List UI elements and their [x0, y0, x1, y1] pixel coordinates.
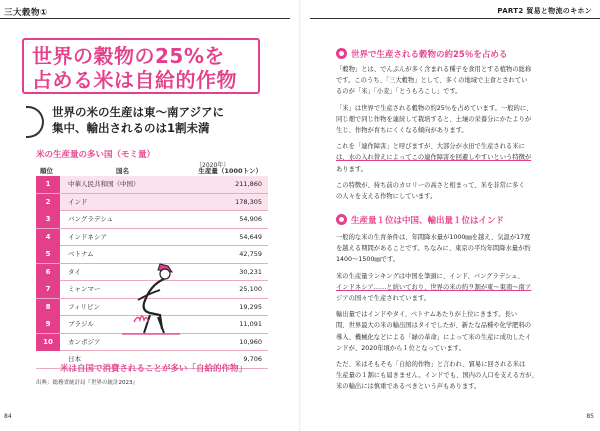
d-bracket-icon — [26, 106, 44, 138]
text-line: 1400〜1500㎜です。 — [336, 256, 400, 264]
text-line: は、水の入れ替えによってこの連作障害を回避しやすいという特徴が — [336, 154, 532, 162]
value-cell: 42,759 — [239, 250, 262, 258]
section-2-body — [336, 232, 572, 393]
value-cell: 19,295 — [239, 302, 262, 311]
pink-bullet-icon — [336, 48, 347, 59]
rank-cell — [36, 351, 60, 368]
page-title — [22, 38, 260, 94]
farmer-illustration — [120, 260, 182, 338]
section-heading-1 — [336, 48, 507, 60]
section-1-body — [336, 64, 572, 202]
table-row — [36, 194, 268, 212]
text-line: を越える期間があることです。ちなみに、東京の平均年間降水量が約 — [336, 245, 531, 253]
rank-cell: 10 — [36, 334, 60, 351]
table-row — [36, 176, 268, 194]
section-heading-text: 生産量１位は中国、輸出量１位はインド — [351, 216, 505, 226]
page-number-right: 85 — [586, 413, 594, 420]
country-cell: 中華人民共和国（中国） — [68, 180, 140, 188]
lead-line-2: 集中、輸出されるのは1割未満 — [52, 121, 210, 135]
lead-text — [52, 104, 224, 136]
rank-cell: 1 — [36, 176, 60, 193]
value-cell: 30,231 — [239, 267, 262, 276]
text-line: るのが「米」「小麦」「とうもろこし」です。 — [336, 88, 462, 96]
rank-cell: 4 — [36, 229, 60, 246]
text-line: 米の輸出には慎重であるべきという声もあります。 — [336, 383, 481, 391]
source-note: 出典：総務省統計局『世界の統計2023』 — [36, 380, 138, 386]
text-line: 米の生産量ランキングは中国を筆頭に、インド、バングラデシュ、 — [336, 272, 524, 280]
right-page — [300, 0, 600, 431]
value-cell: 11,091 — [239, 320, 262, 328]
lead-line-1: 世界の米の生産は東〜南アジアに — [52, 105, 225, 119]
text-line: 一般的な米の生育条件は、年間降水量が1000㎜を越え、気温が17度 — [336, 234, 531, 241]
section-heading-text: 世界で生産される穀物の約25％を占める — [351, 50, 508, 60]
value-cell: 10,960 — [239, 337, 262, 346]
country-cell: フィリピン — [68, 302, 100, 311]
section-heading-2 — [336, 214, 504, 226]
text-line: 同じ畑で同じ作物を連続して栽培すると、土壌の栄養分にかたよりが — [336, 115, 532, 123]
part-tag: PART2 貿易と物流のキホン — [497, 7, 592, 15]
table-title: 米の生産量の多い国（モミ量） — [36, 150, 156, 160]
col-country-header: 国名 — [116, 167, 129, 175]
country-cell: カンボジア — [68, 337, 101, 346]
title-line-1: 世界の穀物の25%を — [32, 44, 225, 68]
table-row — [36, 229, 268, 247]
value-cell: 54,906 — [239, 215, 262, 223]
country-cell: インド — [68, 197, 88, 206]
value-cell: 54,649 — [239, 232, 262, 241]
text-line: 生じ、作物が育ちにくくなる傾向があります。 — [336, 127, 468, 135]
rank-cell: 5 — [36, 246, 60, 263]
lead-summary — [26, 104, 266, 138]
value-cell: 178,305 — [235, 197, 262, 206]
text-line: の人々を支える作物にしています。 — [336, 193, 437, 201]
pink-bullet-icon — [336, 214, 347, 225]
text-line: 「穀物」とは、でんぷんが多く含まれる種子を食用とする植物の総称 — [336, 66, 532, 73]
rank-cell: 3 — [36, 211, 60, 228]
text-line: あります。 — [336, 165, 367, 173]
table-row — [36, 211, 268, 229]
rank-cell: 8 — [36, 299, 60, 316]
text-line: ンドが、2020年頃から１位となっています。 — [336, 344, 465, 352]
text-line: ジアの国々で生産されています。 — [336, 295, 430, 303]
table-footnote: 米は自国で消費されることが多い「自給的作物」 — [60, 364, 248, 374]
text-line: これを「連作障害」と呼びますが、大部分が水田で生産される米に — [336, 143, 525, 151]
country-cell: ブラジル — [68, 320, 94, 328]
rank-cell: 2 — [36, 194, 60, 211]
table-year-note: （2020年） — [196, 162, 230, 169]
country-cell: 日本 — [68, 355, 81, 363]
text-line: 間、世界最大の米の輸出国はタイでしたが、新たな品種や化学肥料の — [336, 322, 532, 330]
text-line: ただ、米はそもそも「自給的作物」と言われ、貿易に回される米は — [336, 361, 526, 369]
rank-cell: 9 — [36, 316, 60, 333]
col-rank-header: 順位 — [40, 167, 53, 175]
page-number-left: 84 — [4, 413, 12, 420]
text-line: インドネシア……と続いており、世界の米の約９割が東〜東南〜南ア — [336, 283, 532, 291]
col-value-header: 生産量（1000トン） — [198, 167, 262, 175]
value-cell: 25,100 — [239, 285, 262, 293]
country-cell: ミャンマー — [68, 285, 101, 293]
chapter-tag: 三大穀物① — [4, 8, 48, 18]
text-line: 導入、機械化などによる「緑の革命」によって米の生産に成功したイ — [336, 333, 532, 341]
text-line: 輸出量ではインドやタイ、ベトナムあたりが上位にきます。長い — [336, 311, 518, 319]
title-line-2: 占める米は自給的作物 — [32, 68, 237, 92]
country-cell: タイ — [68, 267, 81, 276]
value-cell: 211,860 — [235, 180, 262, 188]
text-line: 「米」は世界で生産される穀物の約25％を占めています。一般的に、 — [336, 104, 533, 112]
part-divider — [310, 18, 600, 19]
text-line: です。このうち、「三大穀物」として、多くの地域で主食とされてい — [336, 77, 528, 85]
text-line: この特徴が、持ち前のカロリーの高さと相まって、米を非常に多く — [336, 181, 525, 189]
country-cell: インドネシア — [68, 232, 107, 241]
country-cell: ベトナム — [68, 250, 94, 258]
rank-cell: 6 — [36, 264, 60, 281]
text-line: 生産量の１割にも届きません。インドでも、国内の人口を支える方が、 — [336, 372, 538, 380]
rank-cell: 7 — [36, 281, 60, 298]
country-cell: バングラデシュ — [68, 215, 114, 223]
chapter-divider — [0, 18, 290, 19]
value-cell: 9,706 — [243, 355, 262, 363]
